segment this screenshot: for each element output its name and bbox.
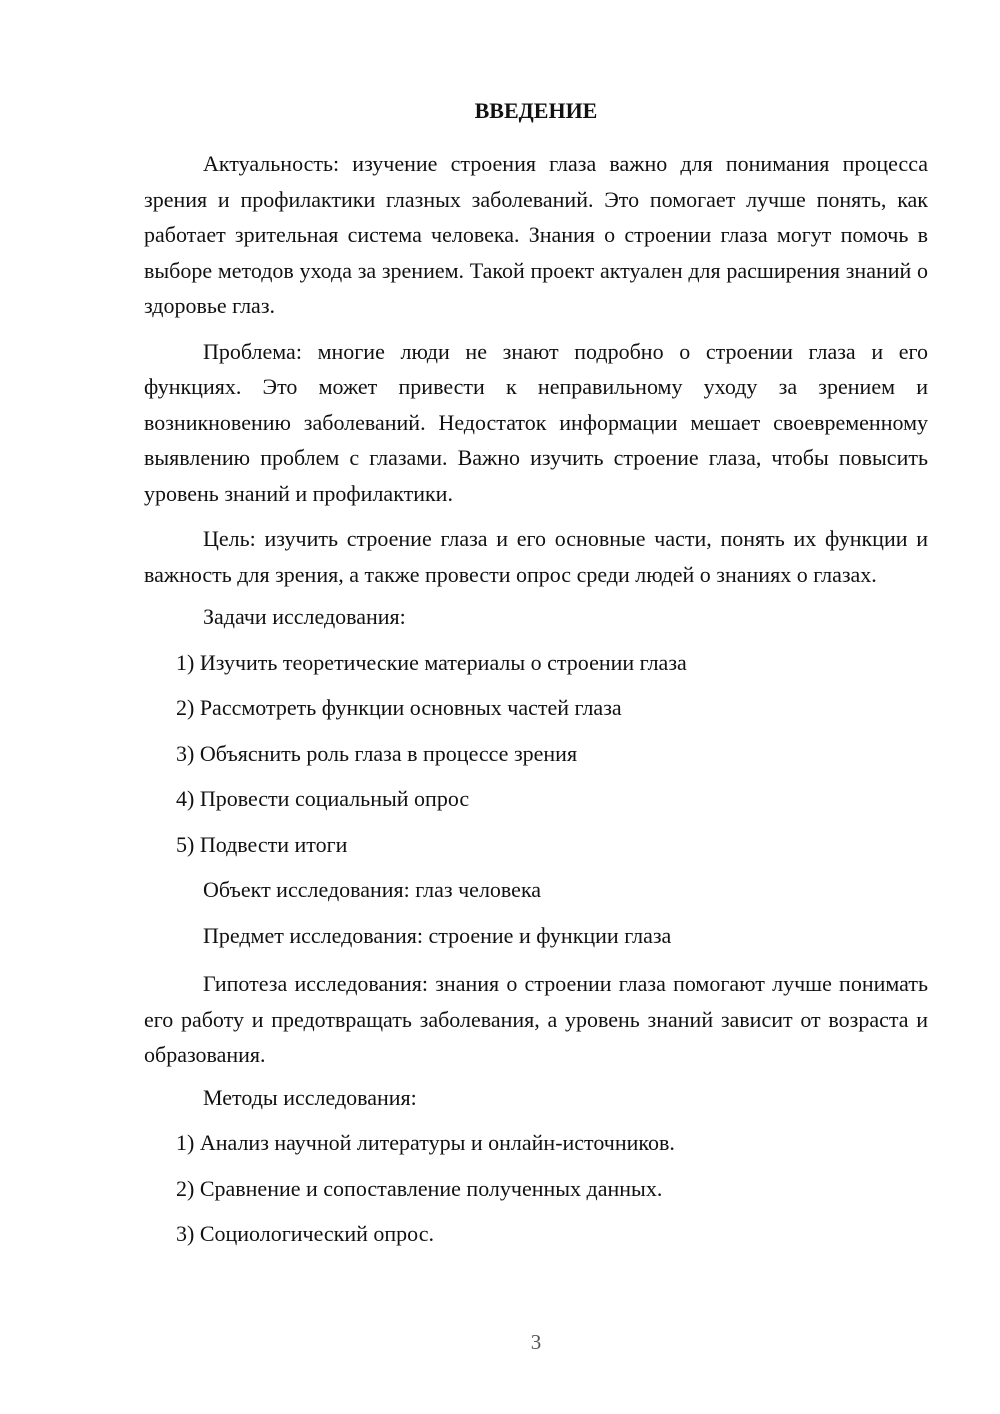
goal-paragraph: Цель: изучить строение глаза и его основные части, понять их функции и важность для зрения, а также провести опрос среди людей о знаниях о глазах.: [144, 526, 928, 587]
list-item: 1) Анализ научной литературы и онлайн-источников.: [176, 1130, 675, 1155]
tasks-heading: Задачи исследования:: [203, 604, 406, 629]
page-content: [144, 96, 928, 1265]
section-title: ВВЕДЕНИЕ: [474, 98, 598, 123]
problem-paragraph: Проблема: многие люди не знают подробно о строении глаза и его функциях. Это может привести к неправильному уходу за зрением и возникновению заболеваний. Недостаток информации мешает своевременному выявлению проблем с глазами. Важно изучить строение глаза, чтобы повысить уровень знаний и профилактики.: [144, 338, 928, 506]
list-item: 3) Социологический опрос.: [176, 1221, 434, 1246]
tasks-list: [144, 648, 928, 860]
relevance-paragraph: Актуальность: изучение строения глаза важно для понимания процесса зрения и профилактики глазных заболеваний. Это помогает лучше понять, как работает зрительная система человека. Знания о строении глаза могут помочь в выборе методов ухода за зрением. Такой проект актуален для расширения знаний о здоровье глаз.: [144, 151, 928, 318]
hypothesis-paragraph: Гипотеза исследования: знания о строении глаза помогают лучше понимать его работу и предотвращать заболевания, а уровень знаний зависит от возраста и образования.: [144, 971, 928, 1067]
page-number: 3: [530, 1330, 542, 1354]
list-item: 4) Провести социальный опрос: [176, 786, 470, 811]
list-item: 2) Сравнение и сопоставление полученных данных.: [176, 1175, 663, 1201]
methods-list: [144, 1128, 928, 1249]
list-item: 2) Рассмотреть функции основных частей глаза: [176, 695, 622, 720]
methods-heading: Методы исследования:: [203, 1084, 417, 1110]
list-item: 3) Объяснить роль глаза в процессе зрения: [176, 740, 578, 766]
list-item: 1) Изучить теоретические материалы о строении глаза: [176, 649, 687, 675]
research-subject: Предмет исследования: строение и функции глаза: [203, 922, 672, 948]
research-object: Объект исследования: глаз человека: [203, 877, 542, 902]
list-item: 5) Подвести итоги: [176, 831, 348, 857]
